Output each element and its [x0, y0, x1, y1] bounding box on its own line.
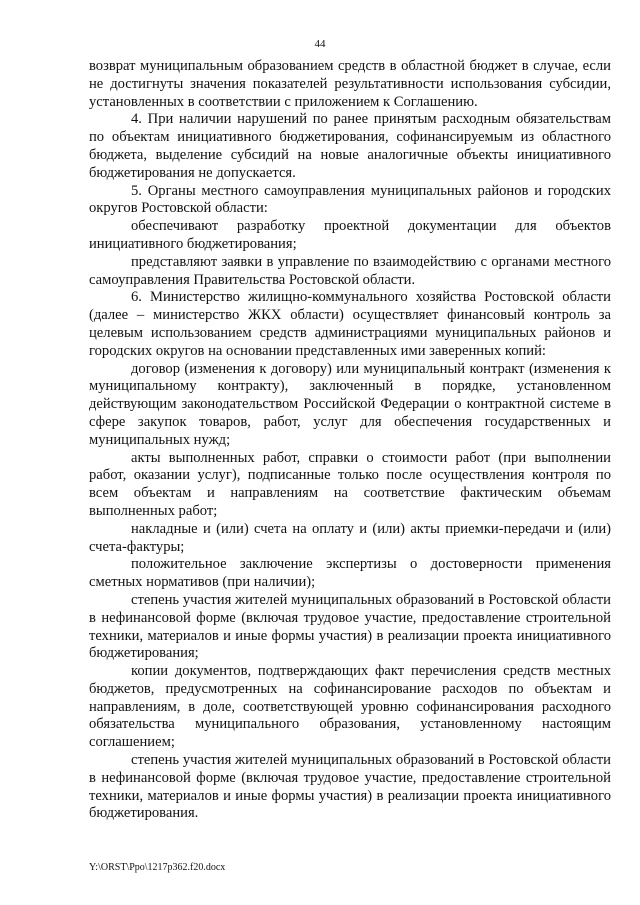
document-body [89, 58, 611, 823]
page-number: 44 [314, 38, 326, 50]
paragraph: акты выполненных работ, справки о стоимости работ (при выполнении работ, оказании услуг), подписанные только после осуществления контроля по всем объектам и направлениям на соответствие фактическим объемам выполненных работ; [89, 449, 611, 519]
paragraph: 4. При наличии нарушений по ранее принятым расходным обязательствам по объектам инициативного бюджетирования, софинансируемым из областного бюджета, выделение субсидий на новые аналогичные объекты инициативного бюджетирования не допускается. [89, 111, 611, 181]
paragraph: договор (изменения к договору) или муниципальный контракт (изменения к муниципальному контракту), заключенный в порядке, установленном действующим законодательством Российской Федерации о контрактной системе в сфере закупок товаров, работ, услуг для обеспечения государственных и муниципальных нужд; [89, 360, 611, 448]
paragraph: положительное заключение экспертизы о достоверности применения сметных нормативов (при наличии); [89, 556, 611, 591]
document-file-path: Y:\ORST\Ppo\1217p362.f20.docx [89, 862, 226, 873]
paragraph: степень участия жителей муниципальных образований в Ростовской области в нефинансовой форме (включая трудовое участие, предоставление строительной техники, материалов и иные формы участия) в реализации проекта инициативного бюджетирования. [89, 752, 611, 822]
paragraph: копии документов, подтверждающих факт перечисления средств местных бюджетов, предусмотренных на софинансирование расходов по объектам и направлениям, в доле, соответствующей уровню софинансирования расходного обязательства муниципального образования, установленному настоящим соглашением; [89, 663, 611, 751]
paragraph: 5. Органы местного самоуправления муниципальных районов и городских округов Ростовской области: [89, 182, 611, 217]
paragraph: накладные и (или) счета на оплату и (или) акты приемки-передачи и (или) счета-фактуры; [89, 520, 611, 555]
paragraph: представляют заявки в управление по взаимодействию с органами местного самоуправления Правительства Ростовской области. [89, 253, 611, 288]
paragraph: обеспечивают разработку проектной документации для объектов инициативного бюджетирования; [89, 218, 611, 252]
paragraph: степень участия жителей муниципальных образований в Ростовской области в нефинансовой форме (включая трудовое участие, предоставление строительной техники, материалов и иные формы участия) в реализации проекта инициативного бюджетирования; [89, 591, 611, 662]
paragraph: возврат муниципальным образованием средств в областной бюджет в случае, если не достигнуты значения показателей результативности использования субсидии, установленных в соответствии с приложением к Соглашению. [89, 58, 611, 110]
paragraph: 6. Министерство жилищно-коммунального хозяйства Ростовской области (далее – министерство ЖКХ области) осуществляет финансовый контроль за целевым использованием средств администрациями муниципальных районов и городских округов на основании представленных ими заверенных копий: [89, 289, 611, 359]
